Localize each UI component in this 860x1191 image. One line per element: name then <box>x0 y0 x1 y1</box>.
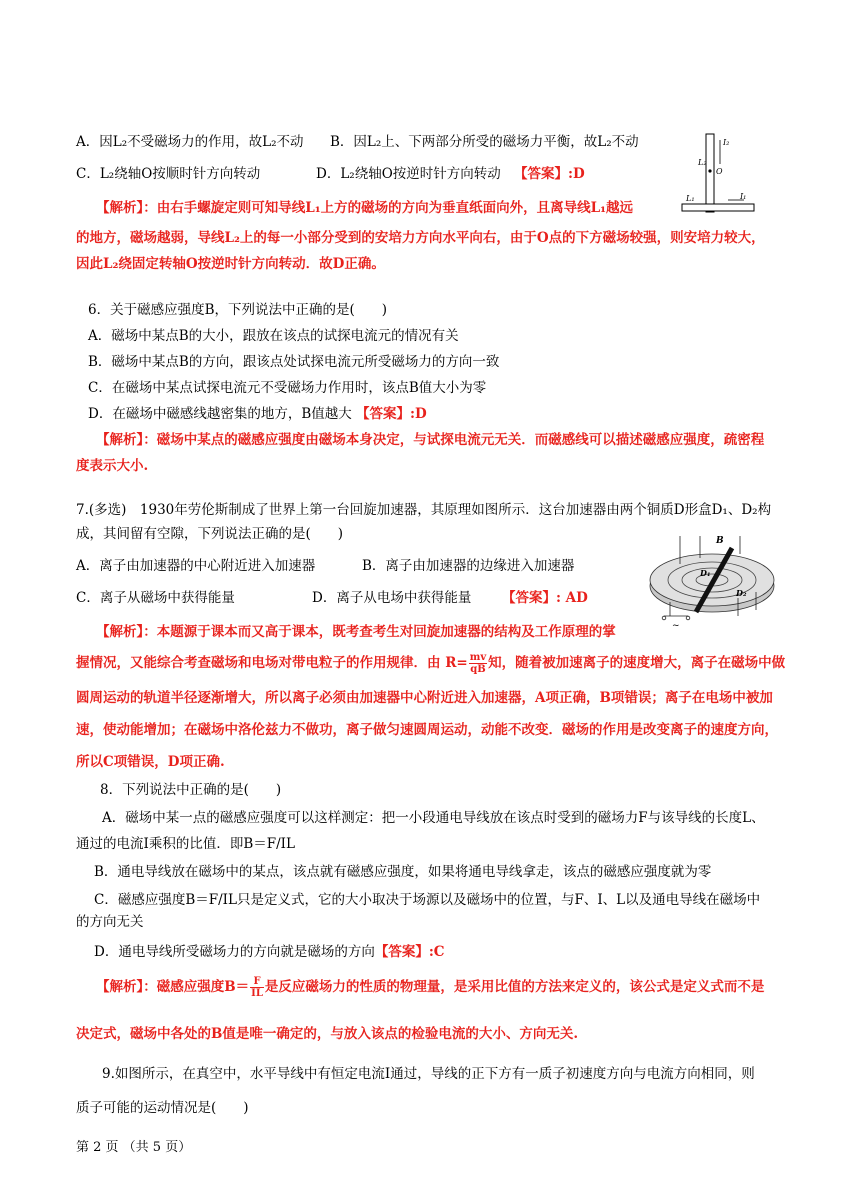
q7-option-c: C．离子从磁场中获得能量 <box>76 590 235 606</box>
analysis-text: 是反应磁场力的性质的物理量，是采用比值的方法来定义的，该公式是定义式而不是 <box>264 979 765 995</box>
option-text: D．在磁场中磁感线越密集的地方，B值越大 <box>88 406 352 422</box>
analysis-text: 磁感应强度B＝ <box>156 979 250 995</box>
q6-option-c: C．在磁场中某点试探电流元不受磁场力作用时，该点B值大小为零 <box>88 380 487 396</box>
q8-option-a-line-2: 通过的电流I乘积的比值．即B＝F/IL <box>76 836 295 852</box>
q9-stem-line-2: 质子可能的运动情况是( ) <box>76 1100 249 1116</box>
label-b: B <box>716 536 724 546</box>
q5-answer: 【答案】:D <box>514 166 585 182</box>
q7-answer: 【答案】: AD <box>502 590 588 606</box>
q9-stem-line-1: 9.如图所示，在真空中，水平导线中有恒定电流I通过，导线的正下方有一质子初速度方向与电流方向相同，则 <box>102 1066 755 1082</box>
q5-option-b: B．因L₂上、下两部分所受的磁场力平衡，故L₂不动 <box>330 134 639 150</box>
analysis-label: 【解析】： <box>96 624 157 640</box>
q6-option-d <box>88 404 427 424</box>
label-d1: D₁ <box>700 568 711 578</box>
q6-answer: 【答案】:D <box>356 406 427 422</box>
q5-analysis-line-3: 因此L₂绕固定转轴O按逆时针方向转动．故D正确。 <box>76 256 385 272</box>
q5-option-a: A．因L₂不受磁场力的作用，故L₂不动 <box>76 134 304 150</box>
q7-stem-line-1: 7.(多选) 1930年劳伦斯制成了世界上第一台回旋加速器，其原理如图所示．这台加速器由两个铜质D形盒D₁、D₂构 <box>76 502 772 518</box>
label-d2: D₂ <box>736 588 747 598</box>
analysis-text: 本题源于课本而又高于课本，既考查考生对回旋加速器的结构及工作原理的掌 <box>156 624 616 640</box>
label-i1: I₁ <box>740 192 747 201</box>
label-i2: I₂ <box>723 138 730 147</box>
q6-stem: 6．关于磁感应强度B，下列说法中正确的是( ) <box>88 302 388 318</box>
analysis-text: 磁场中某点的磁感应强度由磁场本身决定，与试探电流元无关．而磁感线可以描述磁感应强度，疏密程 <box>156 432 765 448</box>
q7-stem-line-2: 成，其间留有空隙，下列说法正确的是( ) <box>76 526 344 542</box>
q8-option-c-line-2: 的方向无关 <box>76 914 144 930</box>
q5-option-c: C．L₂绕轴O按顺时针方向转动 <box>76 166 261 182</box>
fraction-numerator: F <box>250 976 264 988</box>
q6-analysis-line-2: 度表示大小. <box>76 458 149 474</box>
fraction-denominator: qB <box>470 664 486 675</box>
option-text: D．通电导线所受磁场力的方向就是磁场的方向 <box>94 944 375 960</box>
q7-analysis-line-5: 所以C项错误，D项正确. <box>76 754 225 770</box>
q7-analysis-line-1 <box>96 622 616 642</box>
q8-analysis-line-2: 决定式，磁场中各处的B值是唯一确定的，与放入该点的检验电流的大小、方向无关. <box>76 1026 579 1042</box>
fraction-numerator: mv <box>469 652 487 663</box>
label-l1: L₁ <box>686 194 695 203</box>
q6-option-a: A．磁场中某点B的大小，跟放在该点的试探电流元的情况有关 <box>88 328 459 344</box>
q8-analysis-line-1 <box>96 976 764 999</box>
page-footer: 第 2 页 （共 5 页） <box>76 1140 192 1155</box>
fraction-denominator: IL <box>251 988 263 999</box>
q6-option-b: B．磁场中某点B的方向，跟该点处试探电流元所受磁场力的方向一致 <box>88 354 500 370</box>
q6-analysis-line-1 <box>96 430 764 450</box>
q8-option-a-line-1: A．磁场中某一点的磁感应强度可以这样测定：把一小段通电导线放在该点时受到的磁场力F与该导线的长度L、 <box>102 810 765 826</box>
analysis-text: 知，随着被加速离子的速度增大，离子在磁场中做 <box>488 655 786 671</box>
q5-wire-figure <box>676 128 776 220</box>
q8-answer: 【答案】:C <box>374 944 445 960</box>
q7-analysis-line-4: 速，使动能增加；在磁场中洛伦兹力不做功，离子做匀速圆周运动，动能不改变．磁场的作用是改变离子的速度方向， <box>76 722 778 738</box>
analysis-text: 握情况，又能综合考查磁场和电场对带电粒子的作用规律．由 R= <box>76 655 468 671</box>
analysis-text: 由右手螺旋定则可知导线L₁上方的磁场的方向为垂直纸面向外，且离导线L₁越远 <box>156 200 634 216</box>
q7-analysis-line-2 <box>76 652 785 675</box>
cyclotron-figure <box>640 534 786 634</box>
q5-option-d: D．L₂绕轴O按逆时针方向转动 <box>316 166 501 182</box>
ac-source-symbol: ~ <box>672 621 680 631</box>
q7-analysis-line-3: 圆周运动的轨道半径逐渐增大，所以离子必须由加速器中心附近进入加速器，A项正确，B项错误；离子在电场中被加 <box>76 690 773 706</box>
q8-option-c-line-1: C．磁感应强度B＝F/IL只是定义式，它的大小取决于场源以及磁场中的位置，与F、I、L以及通电导线在磁场中 <box>94 892 761 908</box>
q7-option-d: D．离子从电场中获得能量 <box>312 590 472 606</box>
q5-analysis-line-1 <box>96 198 633 218</box>
analysis-label: 【解析】： <box>96 432 157 448</box>
analysis-label: 【解析】： <box>96 200 157 216</box>
analysis-label: 【解析】： <box>96 979 157 995</box>
label-o: O <box>716 167 723 176</box>
label-l2: L₂ <box>698 158 707 167</box>
fraction-mv-qb <box>469 652 487 675</box>
q8-option-d <box>94 942 445 962</box>
q8-option-b: B．通电导线放在磁场中的某点，该点就有磁感应强度，如果将通电导线拿走，该点的磁感应强度就为零 <box>94 864 712 880</box>
q5-analysis-line-2: 的地方，磁场越弱，导线L₂上的每一小部分受到的安培力方向水平向右，由于O点的下方磁场较强，则安培力较大， <box>76 230 765 246</box>
q7-option-b: B．离子由加速器的边缘进入加速器 <box>362 558 575 574</box>
q7-option-a: A．离子由加速器的中心附近进入加速器 <box>76 558 316 574</box>
fraction-f-il <box>250 976 264 999</box>
q8-stem: 8．下列说法中正确的是( ) <box>100 782 282 798</box>
